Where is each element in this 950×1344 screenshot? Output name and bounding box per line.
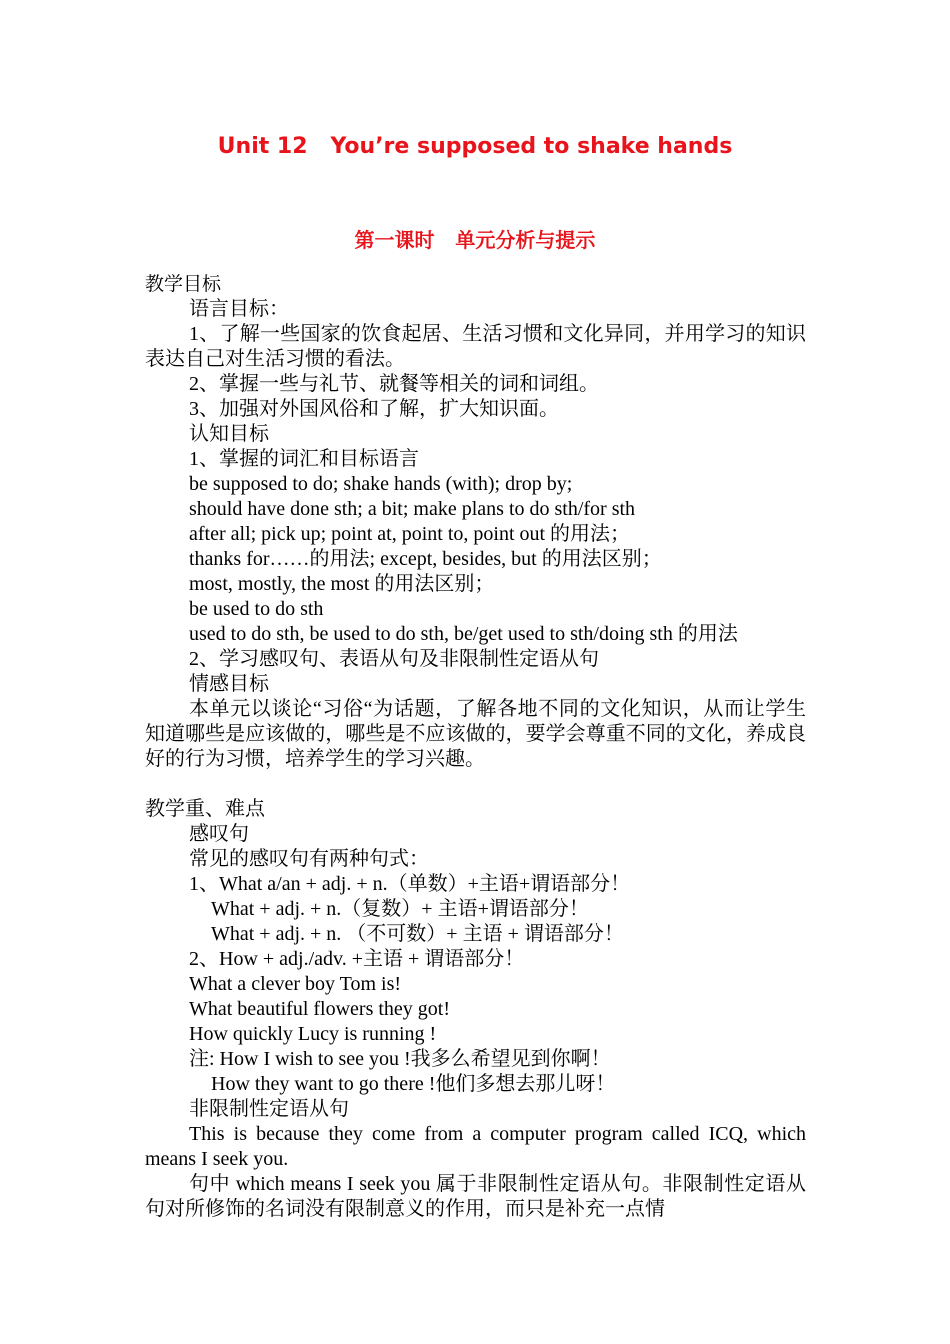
cognitive-goal-1: 1、掌握的词汇和目标语言 xyxy=(189,448,419,470)
unit-title: Unit 12 You’re supposed to shake hands xyxy=(217,134,733,159)
vocab-line: after all; pick up; point at, point to, point out 的用法； xyxy=(189,523,631,545)
emotional-goal-label: 情感目标 xyxy=(189,673,269,695)
section-heading-teaching-goals: 教学目标 xyxy=(145,273,222,295)
exclamation-intro: 常见的感叹句有两种句式： xyxy=(189,848,429,870)
language-goal-1: 1、了解一些国家的饮食起居、生活习惯和文化异同，并用学习的知识表达自己对生活习惯的看法。 xyxy=(145,323,806,370)
example-sentence: How quickly Lucy is running ! xyxy=(189,1023,437,1045)
clause-example: This is because they come from a computer program called ICQ, which means I seek you. xyxy=(145,1123,806,1170)
vocab-line: be supposed to do; shake hands (with); drop by; xyxy=(189,473,573,495)
exclamation-label: 感叹句 xyxy=(189,823,249,845)
lesson-subtitle: 第一课时 单元分析与提示 xyxy=(354,228,596,252)
section-heading-key-points: 教学重、难点 xyxy=(145,798,265,820)
example-sentence: What a clever boy Tom is! xyxy=(189,973,402,995)
document-body xyxy=(145,272,806,1222)
clause-label: 非限制性定语从句 xyxy=(189,1098,349,1120)
language-goal-label: 语言目标： xyxy=(189,298,289,320)
vocab-line: should have done sth; a bit; make plans to do sth/for sth xyxy=(189,498,636,520)
pattern-2: 2、How + adj./adv. +主语 + 谓语部分！ xyxy=(189,948,525,970)
vocab-line: be used to do sth xyxy=(189,598,324,620)
cognitive-goal-2: 2、学习感叹句、表语从句及非限制性定语从句 xyxy=(189,648,599,670)
pattern-1b: What + adj. + n.（复数）+ 主语+谓语部分！ xyxy=(211,898,589,920)
vocab-line: most, mostly, the most 的用法区别； xyxy=(189,573,495,595)
language-goal-3: 3、加强对外国风俗和了解，扩大知识面。 xyxy=(189,398,559,420)
cognitive-goal-label: 认知目标 xyxy=(189,423,269,445)
pattern-1c: What + adj. + n. （不可数）+ 主语 + 谓语部分！ xyxy=(211,923,624,945)
note-2: How they want to go there !他们多想去那儿呀！ xyxy=(211,1073,616,1095)
example-sentence: What beautiful flowers they got! xyxy=(189,998,451,1020)
note-1: 注: How I wish to see you !我多么希望见到你啊！ xyxy=(189,1048,611,1070)
vocab-line: used to do sth, be used to do sth, be/get used to sth/doing sth 的用法 xyxy=(189,623,738,645)
emotional-goal-text: 本单元以谈论“习俗“为话题，了解各地不同的文化知识，从而让学生知道哪些是应该做的，哪些是不应该做的，要学会尊重不同的文化，养成良好的行为习惯，培养学生的学习兴趣。 xyxy=(145,698,806,770)
language-goal-2: 2、掌握一些与礼节、就餐等相关的词和词组。 xyxy=(189,373,599,395)
clause-explanation: 句中 which means I seek you 属于非限制性定语从句。非限制性定语从句对所修饰的名词没有限制意义的作用，而只是补充一点情 xyxy=(145,1173,806,1220)
blank-line xyxy=(145,772,806,797)
vocab-line: thanks for……的用法; except, besides, but 的用法区别； xyxy=(189,548,662,570)
pattern-1a: 1、What a/an + adj. + n.（单数）+主语+谓语部分！ xyxy=(189,873,631,895)
